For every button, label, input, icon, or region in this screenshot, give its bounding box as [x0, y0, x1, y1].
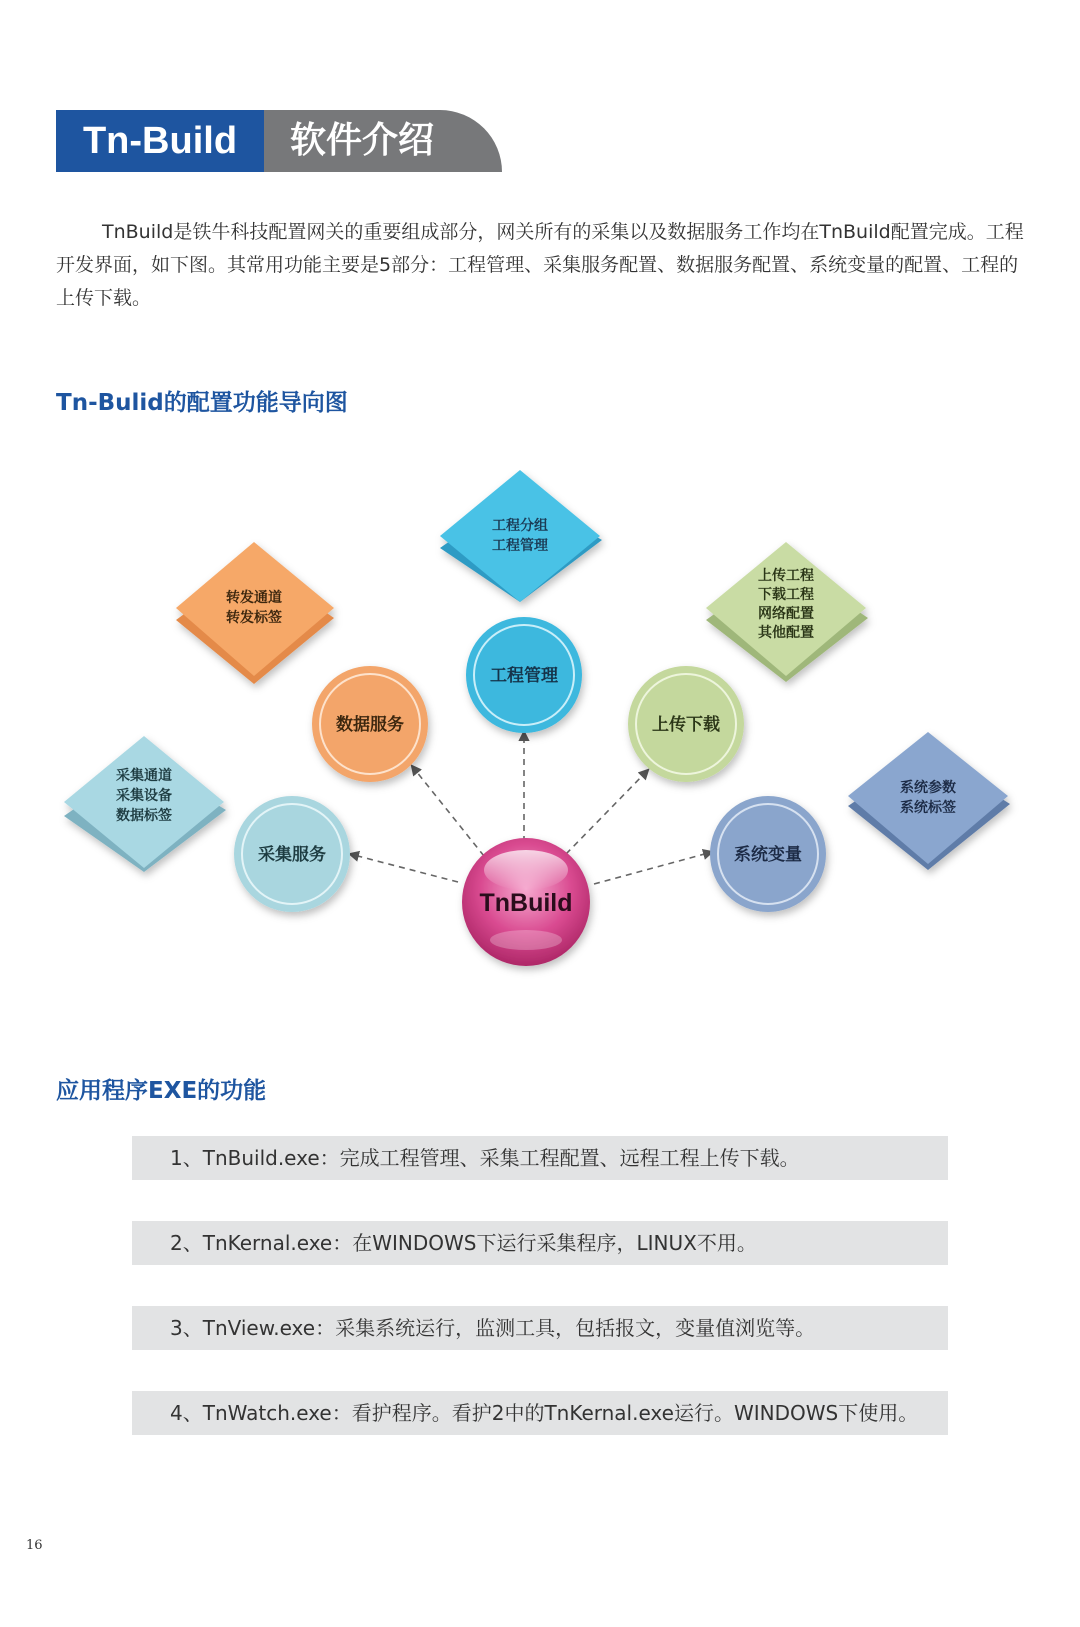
diamond-project-line-1: 工程分组 — [492, 518, 548, 534]
node-data — [312, 666, 428, 782]
diamond-sysvar-line-2: 系统标签 — [900, 800, 956, 816]
diamond-data-line-1: 转发通道 — [226, 590, 282, 606]
arrow-to-collect — [350, 854, 458, 882]
diamond-project — [440, 470, 602, 602]
node-center-label: TnBuild — [479, 889, 573, 917]
diamond-sysvar — [848, 732, 1010, 870]
node-collect-label: 采集服务 — [258, 845, 326, 865]
diamond-upload-line-1: 上传工程 — [758, 568, 814, 584]
header-title-cn: 软件介绍 — [264, 110, 502, 172]
intro-paragraph: TnBuild是铁牛科技配置网关的重要组成部分，网关所有的采集以及数据服务工作均在TnBuild配置完成。工程开发界面，如下图。其常用功能主要是5部分：工程管理、采集服务配置、数据服务配置、系统变量的配置、工程的上传下载。 — [56, 221, 1024, 309]
diamond-collect — [64, 736, 226, 872]
node-data-label: 数据服务 — [336, 715, 404, 735]
diamond-upload — [706, 542, 868, 682]
exe-item-tnkernal: 2、TnKernal.exe：在WINDOWS下运行采集程序，LINUX不用。 — [132, 1221, 948, 1265]
section-title-exe-functions: 应用程序EXE的功能 — [56, 1078, 267, 1104]
arrow-to-sysvar — [594, 852, 712, 884]
diamond-upload-line-2: 下载工程 — [758, 587, 814, 603]
diamond-data-line-2: 转发标签 — [226, 610, 282, 626]
exe-item-tnview: 3、TnView.exe：采集系统运行，监测工具，包括报文，变量值浏览等。 — [132, 1306, 948, 1350]
diamond-data — [176, 542, 334, 684]
diamond-project-line-2: 工程管理 — [492, 538, 548, 554]
node-sysvar — [710, 796, 826, 912]
diamond-collect-line-3: 数据标签 — [116, 808, 172, 824]
diamond-collect-line-1: 采集通道 — [116, 768, 172, 784]
diamond-upload-line-3: 网络配置 — [758, 606, 814, 622]
node-center — [462, 838, 590, 966]
node-upload — [628, 666, 744, 782]
arrow-to-data — [412, 766, 484, 856]
exe-item-tnwatch: 4、TnWatch.exe：看护程序。看护2中的TnKernal.exe运行。WINDOWS下使用。 — [132, 1391, 948, 1435]
node-sysvar-label: 系统变量 — [734, 845, 802, 865]
page-number: 16 — [26, 1538, 43, 1553]
diamond-collect-line-2: 采集设备 — [116, 788, 172, 804]
diamond-sysvar-line-1: 系统参数 — [900, 780, 956, 796]
node-upload-label: 上传下载 — [652, 715, 720, 735]
node-project — [466, 617, 582, 733]
node-project-label: 工程管理 — [490, 666, 558, 686]
diamond-upload-line-4: 其他配置 — [758, 625, 814, 641]
exe-item-tnbuild: 1、TnBuild.exe：完成工程管理、采集工程配置、远程工程上传下载。 — [132, 1136, 948, 1180]
header-title-en: Tn-Build — [56, 110, 264, 172]
config-guide-diagram — [0, 470, 1080, 1010]
node-collect — [234, 796, 350, 912]
section-title-config-guide: Tn-Bulid的配置功能导向图 — [56, 390, 348, 416]
arrow-to-upload — [566, 770, 648, 854]
